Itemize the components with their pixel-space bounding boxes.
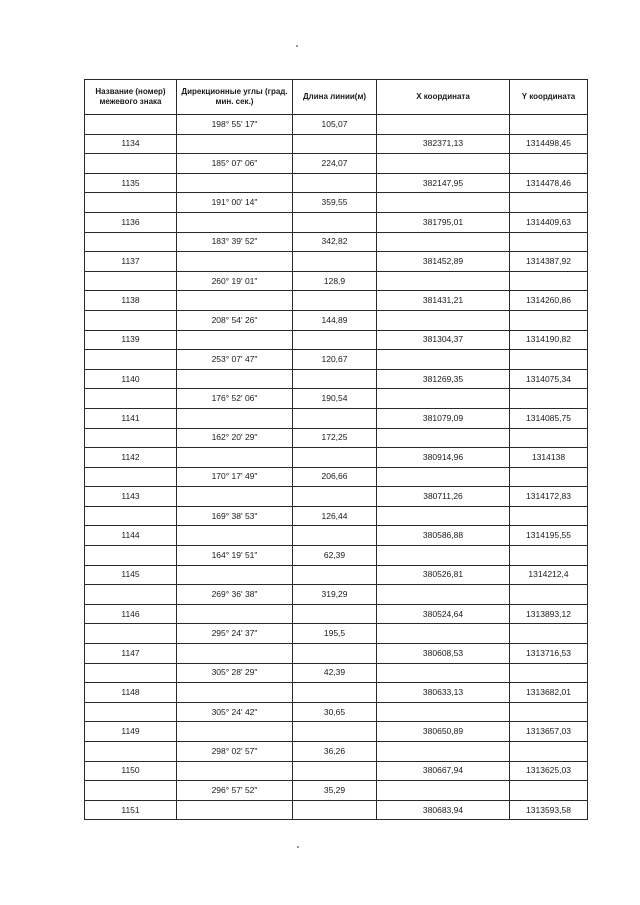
table-row bbox=[85, 369, 588, 389]
cell-name bbox=[85, 624, 177, 644]
cell-y bbox=[510, 428, 588, 448]
cell-y bbox=[510, 389, 588, 409]
cell-x bbox=[377, 232, 510, 252]
cell-y: 1313682,01 bbox=[510, 683, 588, 703]
cell-length bbox=[293, 369, 377, 389]
cell-y bbox=[510, 271, 588, 291]
cell-name bbox=[85, 193, 177, 213]
cell-y: 1313625,03 bbox=[510, 761, 588, 781]
cell-y: 1313716,53 bbox=[510, 644, 588, 664]
cell-angle: 253° 07' 47" bbox=[177, 350, 293, 370]
cell-y bbox=[510, 193, 588, 213]
cell-x: 381079,09 bbox=[377, 408, 510, 428]
cell-name bbox=[85, 742, 177, 762]
cell-name bbox=[85, 271, 177, 291]
table-row bbox=[85, 624, 588, 644]
cell-angle: 176° 52' 06" bbox=[177, 389, 293, 409]
cell-angle: 198° 55' 17" bbox=[177, 115, 293, 135]
cell-x bbox=[377, 115, 510, 135]
cell-angle bbox=[177, 761, 293, 781]
cell-angle bbox=[177, 565, 293, 585]
cell-x: 381795,01 bbox=[377, 212, 510, 232]
cell-angle bbox=[177, 448, 293, 468]
cell-name: 1140 bbox=[85, 369, 177, 389]
cell-x bbox=[377, 350, 510, 370]
cell-y: 1314075,34 bbox=[510, 369, 588, 389]
cell-y bbox=[510, 585, 588, 605]
table-row bbox=[85, 212, 588, 232]
cell-angle bbox=[177, 212, 293, 232]
cell-angle: 170° 17' 49" bbox=[177, 467, 293, 487]
cell-angle: 298° 02' 57" bbox=[177, 742, 293, 762]
table-row bbox=[85, 604, 588, 624]
cell-angle bbox=[177, 526, 293, 546]
table-row bbox=[85, 702, 588, 722]
cell-x bbox=[377, 389, 510, 409]
cell-y: 1314409,63 bbox=[510, 212, 588, 232]
table-row bbox=[85, 761, 588, 781]
cell-y bbox=[510, 702, 588, 722]
cell-angle bbox=[177, 683, 293, 703]
table-header-row bbox=[85, 80, 588, 115]
cell-name bbox=[85, 310, 177, 330]
cell-y bbox=[510, 742, 588, 762]
cell-x: 380633,13 bbox=[377, 683, 510, 703]
cell-length bbox=[293, 330, 377, 350]
cell-angle: 305° 28' 29" bbox=[177, 663, 293, 683]
cell-length: 105,07 bbox=[293, 115, 377, 135]
cell-x: 381431,21 bbox=[377, 291, 510, 311]
cell-name bbox=[85, 585, 177, 605]
cell-x bbox=[377, 546, 510, 566]
cell-x: 380526,81 bbox=[377, 565, 510, 585]
cell-name: 1146 bbox=[85, 604, 177, 624]
cell-length bbox=[293, 565, 377, 585]
header-angle: Дирекционные углы (град. мин. сек.) bbox=[177, 80, 293, 115]
cell-name: 1136 bbox=[85, 212, 177, 232]
cell-length: 120,67 bbox=[293, 350, 377, 370]
table-row bbox=[85, 487, 588, 507]
cell-x bbox=[377, 506, 510, 526]
table-row bbox=[85, 291, 588, 311]
cell-x bbox=[377, 154, 510, 174]
cell-name: 1151 bbox=[85, 800, 177, 820]
cell-name: 1149 bbox=[85, 722, 177, 742]
cell-name: 1138 bbox=[85, 291, 177, 311]
cell-name bbox=[85, 702, 177, 722]
scan-speck bbox=[296, 45, 298, 47]
cell-length: 30,65 bbox=[293, 702, 377, 722]
cell-angle: 296° 57' 52" bbox=[177, 781, 293, 801]
cell-name: 1141 bbox=[85, 408, 177, 428]
header-y: Y координата bbox=[510, 80, 588, 115]
cell-angle: 305° 24' 42" bbox=[177, 702, 293, 722]
table-row bbox=[85, 310, 588, 330]
cell-x: 380683,94 bbox=[377, 800, 510, 820]
cell-length bbox=[293, 291, 377, 311]
cell-name bbox=[85, 781, 177, 801]
cell-y: 1314478,46 bbox=[510, 173, 588, 193]
cell-angle: 208° 54' 26" bbox=[177, 310, 293, 330]
cell-x bbox=[377, 585, 510, 605]
cell-length bbox=[293, 487, 377, 507]
table-body bbox=[85, 115, 588, 820]
table-row bbox=[85, 800, 588, 820]
cell-y bbox=[510, 310, 588, 330]
cell-angle: 185° 07' 06" bbox=[177, 154, 293, 174]
cell-x: 381304,37 bbox=[377, 330, 510, 350]
cell-x bbox=[377, 428, 510, 448]
cell-length bbox=[293, 448, 377, 468]
cell-length: 62,39 bbox=[293, 546, 377, 566]
cell-name bbox=[85, 232, 177, 252]
cell-angle bbox=[177, 487, 293, 507]
cell-name bbox=[85, 546, 177, 566]
cell-x: 382371,13 bbox=[377, 134, 510, 154]
boundary-marks-table bbox=[84, 79, 588, 820]
cell-x: 380524,64 bbox=[377, 604, 510, 624]
cell-y bbox=[510, 624, 588, 644]
cell-name bbox=[85, 115, 177, 135]
cell-length bbox=[293, 722, 377, 742]
header-x: X координата bbox=[377, 80, 510, 115]
cell-name: 1142 bbox=[85, 448, 177, 468]
cell-y bbox=[510, 232, 588, 252]
table-row bbox=[85, 565, 588, 585]
table-row bbox=[85, 193, 588, 213]
table-row bbox=[85, 389, 588, 409]
table-row bbox=[85, 154, 588, 174]
table-row bbox=[85, 134, 588, 154]
table-row bbox=[85, 252, 588, 272]
cell-angle bbox=[177, 291, 293, 311]
cell-angle bbox=[177, 800, 293, 820]
cell-y bbox=[510, 506, 588, 526]
cell-angle bbox=[177, 330, 293, 350]
table-row bbox=[85, 232, 588, 252]
cell-angle: 260° 19' 01" bbox=[177, 271, 293, 291]
cell-y: 1314138 bbox=[510, 448, 588, 468]
cell-name bbox=[85, 506, 177, 526]
cell-y bbox=[510, 350, 588, 370]
cell-x: 380608,53 bbox=[377, 644, 510, 664]
cell-length: 42,39 bbox=[293, 663, 377, 683]
cell-angle bbox=[177, 722, 293, 742]
cell-x bbox=[377, 310, 510, 330]
cell-name: 1147 bbox=[85, 644, 177, 664]
cell-length bbox=[293, 800, 377, 820]
cell-angle bbox=[177, 173, 293, 193]
table-row bbox=[85, 781, 588, 801]
table-row bbox=[85, 408, 588, 428]
table-row bbox=[85, 330, 588, 350]
cell-y: 1313893,12 bbox=[510, 604, 588, 624]
cell-name: 1139 bbox=[85, 330, 177, 350]
cell-y: 1313593,58 bbox=[510, 800, 588, 820]
cell-length: 172,25 bbox=[293, 428, 377, 448]
table-row bbox=[85, 448, 588, 468]
table-row bbox=[85, 271, 588, 291]
cell-length bbox=[293, 252, 377, 272]
cell-length: 36,26 bbox=[293, 742, 377, 762]
cell-y: 1313657,03 bbox=[510, 722, 588, 742]
cell-angle: 169° 38' 53" bbox=[177, 506, 293, 526]
cell-length: 126,44 bbox=[293, 506, 377, 526]
cell-x bbox=[377, 467, 510, 487]
cell-y bbox=[510, 546, 588, 566]
cell-length: 206,66 bbox=[293, 467, 377, 487]
cell-length bbox=[293, 408, 377, 428]
table-row bbox=[85, 506, 588, 526]
cell-length: 128,9 bbox=[293, 271, 377, 291]
cell-angle bbox=[177, 369, 293, 389]
cell-angle bbox=[177, 604, 293, 624]
cell-x bbox=[377, 702, 510, 722]
header-length: Длина линии(м) bbox=[293, 80, 377, 115]
cell-name: 1135 bbox=[85, 173, 177, 193]
cell-length bbox=[293, 644, 377, 664]
cell-name: 1143 bbox=[85, 487, 177, 507]
cell-angle: 269° 36' 38" bbox=[177, 585, 293, 605]
cell-angle: 191° 00' 14" bbox=[177, 193, 293, 213]
table-row bbox=[85, 467, 588, 487]
cell-name: 1144 bbox=[85, 526, 177, 546]
cell-name: 1150 bbox=[85, 761, 177, 781]
table-row bbox=[85, 585, 588, 605]
cell-length bbox=[293, 212, 377, 232]
cell-name bbox=[85, 428, 177, 448]
cell-y: 1314387,92 bbox=[510, 252, 588, 272]
table-row bbox=[85, 546, 588, 566]
cell-angle: 162° 20' 29" bbox=[177, 428, 293, 448]
cell-length: 359,55 bbox=[293, 193, 377, 213]
cell-x bbox=[377, 193, 510, 213]
cell-length: 319,29 bbox=[293, 585, 377, 605]
cell-x: 380711,26 bbox=[377, 487, 510, 507]
cell-y: 1314172,83 bbox=[510, 487, 588, 507]
table-row bbox=[85, 722, 588, 742]
table-row bbox=[85, 526, 588, 546]
cell-angle bbox=[177, 252, 293, 272]
cell-x: 380586,88 bbox=[377, 526, 510, 546]
cell-length bbox=[293, 683, 377, 703]
cell-length: 195,5 bbox=[293, 624, 377, 644]
cell-y: 1314498,45 bbox=[510, 134, 588, 154]
cell-x bbox=[377, 624, 510, 644]
cell-y: 1314085,75 bbox=[510, 408, 588, 428]
cell-x bbox=[377, 271, 510, 291]
cell-y: 1314195,55 bbox=[510, 526, 588, 546]
table-row bbox=[85, 644, 588, 664]
cell-name bbox=[85, 389, 177, 409]
cell-x: 380667,94 bbox=[377, 761, 510, 781]
cell-x: 382147,95 bbox=[377, 173, 510, 193]
table-row bbox=[85, 428, 588, 448]
cell-angle bbox=[177, 644, 293, 664]
cell-length bbox=[293, 604, 377, 624]
cell-length: 224,07 bbox=[293, 154, 377, 174]
cell-length: 190,54 bbox=[293, 389, 377, 409]
cell-angle bbox=[177, 408, 293, 428]
table-row bbox=[85, 663, 588, 683]
table-row bbox=[85, 173, 588, 193]
cell-y bbox=[510, 154, 588, 174]
cell-y bbox=[510, 781, 588, 801]
cell-x: 381269,35 bbox=[377, 369, 510, 389]
cell-angle: 183° 39' 52" bbox=[177, 232, 293, 252]
cell-length: 342,82 bbox=[293, 232, 377, 252]
cell-y: 1314260,86 bbox=[510, 291, 588, 311]
cell-name: 1145 bbox=[85, 565, 177, 585]
cell-x bbox=[377, 742, 510, 762]
cell-x bbox=[377, 663, 510, 683]
coordinates-table bbox=[84, 79, 587, 820]
cell-angle bbox=[177, 134, 293, 154]
cell-x bbox=[377, 781, 510, 801]
cell-length bbox=[293, 173, 377, 193]
cell-y bbox=[510, 663, 588, 683]
cell-angle: 164° 19' 51" bbox=[177, 546, 293, 566]
cell-y bbox=[510, 467, 588, 487]
table-row bbox=[85, 742, 588, 762]
cell-name: 1134 bbox=[85, 134, 177, 154]
cell-length bbox=[293, 526, 377, 546]
cell-x: 380914,96 bbox=[377, 448, 510, 468]
table-row bbox=[85, 350, 588, 370]
cell-length bbox=[293, 134, 377, 154]
cell-length: 144,89 bbox=[293, 310, 377, 330]
cell-name bbox=[85, 467, 177, 487]
cell-x: 380650,89 bbox=[377, 722, 510, 742]
cell-name: 1137 bbox=[85, 252, 177, 272]
cell-name: 1148 bbox=[85, 683, 177, 703]
cell-name bbox=[85, 663, 177, 683]
cell-y: 1314190,82 bbox=[510, 330, 588, 350]
cell-length bbox=[293, 761, 377, 781]
table-row bbox=[85, 683, 588, 703]
scan-speck bbox=[297, 846, 299, 848]
cell-y: 1314212,4 bbox=[510, 565, 588, 585]
table-row bbox=[85, 115, 588, 135]
header-name: Название (номер) межевого знака bbox=[85, 80, 177, 115]
cell-length: 35,29 bbox=[293, 781, 377, 801]
cell-angle: 295° 24' 37" bbox=[177, 624, 293, 644]
cell-y bbox=[510, 115, 588, 135]
cell-x: 381452,89 bbox=[377, 252, 510, 272]
cell-name bbox=[85, 154, 177, 174]
cell-name bbox=[85, 350, 177, 370]
